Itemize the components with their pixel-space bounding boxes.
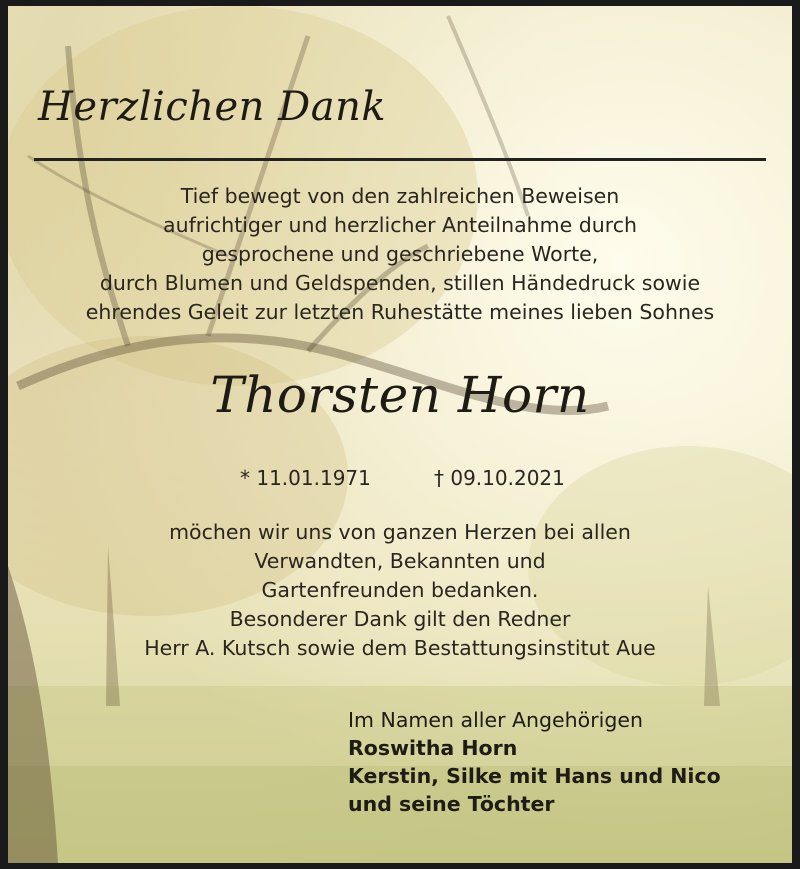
deceased-name: Thorsten Horn [210, 366, 590, 424]
obituary-card [8, 6, 792, 863]
intro-line: Tief bewegt von den zahlreichen Beweisen [180, 184, 620, 208]
intro-line: aufrichtiger und herzlicher Anteilnahme durch [163, 213, 637, 237]
thanks-line: Besonderer Dank gilt den Redner [229, 607, 571, 631]
signature-name: und seine Töchter [348, 792, 555, 816]
thanks-text [8, 518, 792, 663]
thanks-line: Gartenfreunden bedanken. [261, 578, 539, 602]
death-date: † 09.10.2021 [434, 466, 565, 490]
thanks-line: Verwandten, Bekannten und [254, 549, 546, 573]
birth-date: * 11.01.1971 [240, 466, 371, 490]
intro-text [8, 182, 792, 327]
headline: Herzlichen Dank [38, 84, 387, 130]
intro-line: ehrendes Geleit zur letzten Ruhestätte meines lieben Sohnes [85, 300, 715, 324]
intro-line: durch Blumen und Geldspenden, stillen Händedruck sowie [99, 271, 701, 295]
divider-rule [34, 158, 766, 161]
signature-name: Kerstin, Silke mit Hans und Nico [348, 764, 721, 788]
thanks-line: Herr A. Kutsch sowie dem Bestattungsinstitut Aue [144, 636, 656, 660]
intro-line: gesprochene und geschriebene Worte, [201, 242, 599, 266]
signature-name: Roswitha Horn [348, 736, 518, 760]
thanks-line: möchen wir uns von ganzen Herzen bei allen [169, 520, 631, 544]
signature-block [348, 706, 721, 818]
signature-intro: Im Namen aller Angehörigen [348, 708, 643, 732]
